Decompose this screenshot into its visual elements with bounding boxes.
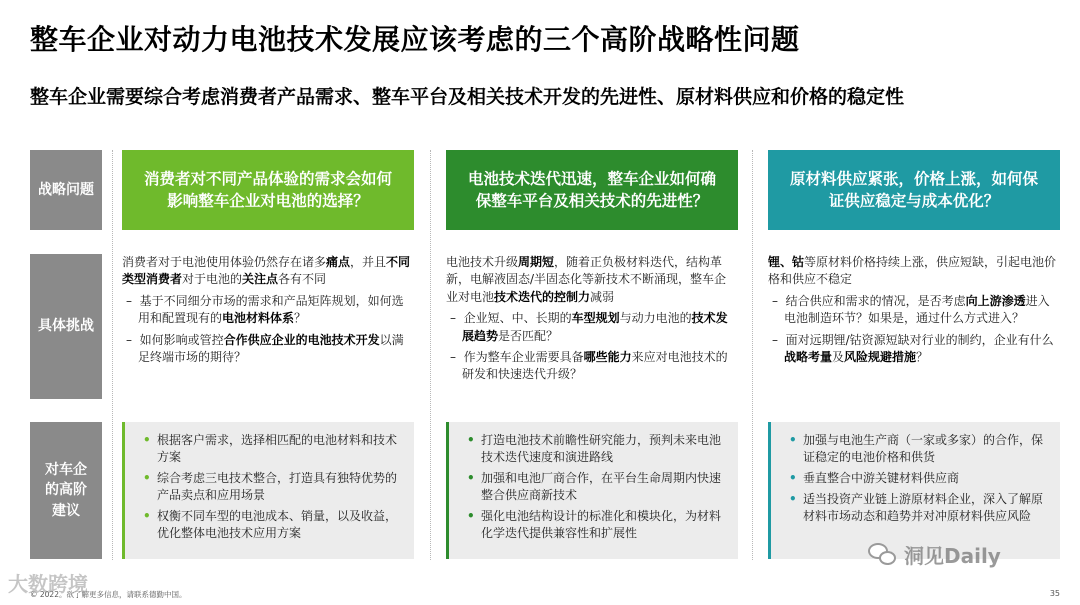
challenge-intro: 电池技术升级周期短，随着正负极材料迭代，结构革新，电解液固态/半固态化等新技术不断涌现，整车企业对电池技术迭代的控制力减弱 <box>446 255 727 304</box>
recommendation-item: • 垂直整合中游关键材料供应商 <box>781 470 1048 487</box>
column-divider <box>752 150 753 560</box>
recommendation-item: • 权衡不同车型的电池成本、销量，以及收益，优化整体电池技术应用方案 <box>135 508 402 542</box>
copyright-footer: © 2022。欲了解更多信息，请联系德勤中国。 <box>30 590 187 599</box>
challenge-block-materials <box>768 254 1060 369</box>
row-label-recommendations <box>30 422 102 559</box>
watermark-left: 大数跨境 <box>8 572 88 596</box>
page-number: 35 <box>1049 589 1060 598</box>
challenge-intro: 消费者对于电池使用体验仍然存在诸多痛点，并且不同类型消费者对于电池的关注点各有不同 <box>122 255 411 287</box>
recommendation-item: • 适当投资产业链上游原材料企业，深入了解原材料市场动态和趋势并对冲原材料供应风险 <box>781 491 1048 525</box>
recommendation-item: • 根据客户需求，选择相匹配的电池材料和技术方案 <box>135 432 402 466</box>
question-header-materials: 原材料供应紧张，价格上涨，如何保证供应稳定与成本优化？ <box>768 150 1060 230</box>
recommendation-item: • 强化电池结构设计的标准化和模块化，为材料化学迭代提供兼容性和扩展性 <box>459 508 726 542</box>
row-label-challenges: 具体挑战 <box>30 254 102 399</box>
question-header-consumer: 消费者对不同产品体验的需求会如何影响整车企业对电池的选择？ <box>122 150 414 230</box>
challenge-point: – 面对远期锂/钴资源短缺对行业的制约，企业有什么战略考量及风险规避措施？ <box>772 332 1054 364</box>
challenge-point: – 企业短、中、长期的车型规划与动力电池的技术发展趋势是否匹配？ <box>450 311 728 343</box>
column-divider <box>430 150 431 560</box>
challenge-point: – 如何影响或管控合作供应企业的电池技术开发以满足终端市场的期待？ <box>126 332 404 364</box>
recommendation-box-materials <box>768 422 1060 559</box>
watermark-right <box>868 540 1001 569</box>
challenge-point: – 作为整车企业需要具备哪些能力来应对电池技术的研发和快速迭代升级？ <box>450 349 728 382</box>
row-label-strategy: 战略问题 <box>30 150 102 230</box>
row-label-recommendations-text: 对车企的高阶建议 <box>45 462 87 519</box>
challenge-block-technology <box>446 254 738 387</box>
recommendation-item: • 打造电池技术前瞻性研究能力，预判未来电池技术迭代速度和演进路线 <box>459 432 726 466</box>
recommendation-item: • 综合考虑三电技术整合，打造具有独特优势的产品卖点和应用场景 <box>135 470 402 504</box>
recommendation-box-technology <box>446 422 738 559</box>
challenge-block-consumer <box>122 254 414 369</box>
column-divider <box>112 150 113 560</box>
recommendation-box-consumer <box>122 422 414 559</box>
challenge-point: – 基于不同细分市场的需求和产品矩阵规划，如何选用和配置现有的电池材料体系？ <box>126 293 404 326</box>
page-subtitle: 整车企业需要综合考虑消费者产品需求、整车平台及相关技术开发的先进性、原材料供应和价格的稳定性 <box>30 86 905 108</box>
page-title: 整车企业对动力电池技术发展应该考虑的三个高阶战略性问题 <box>30 23 800 56</box>
recommendation-item: • 加强和电池厂商合作，在平台生命周期内快速整合供应商新技术 <box>459 470 726 504</box>
watermark-right-text: 洞见Daily <box>904 544 1001 568</box>
recommendation-item: • 加强与电池生产商（一家或多家）的合作，保证稳定的电池价格和供货 <box>781 432 1048 466</box>
challenge-intro: 锂、钴等原材料价格持续上涨，供应短缺，引起电池价格和供应不稳定 <box>768 255 1057 287</box>
question-header-technology: 电池技术迭代迅速，整车企业如何确保整车平台及相关技术的先进性？ <box>446 150 738 230</box>
challenge-point: – 结合供应和需求的情况，是否考虑向上游渗透进入电池制造环节？如果是，通过什么方式进入？ <box>772 293 1050 326</box>
wechat-icon <box>868 543 898 567</box>
